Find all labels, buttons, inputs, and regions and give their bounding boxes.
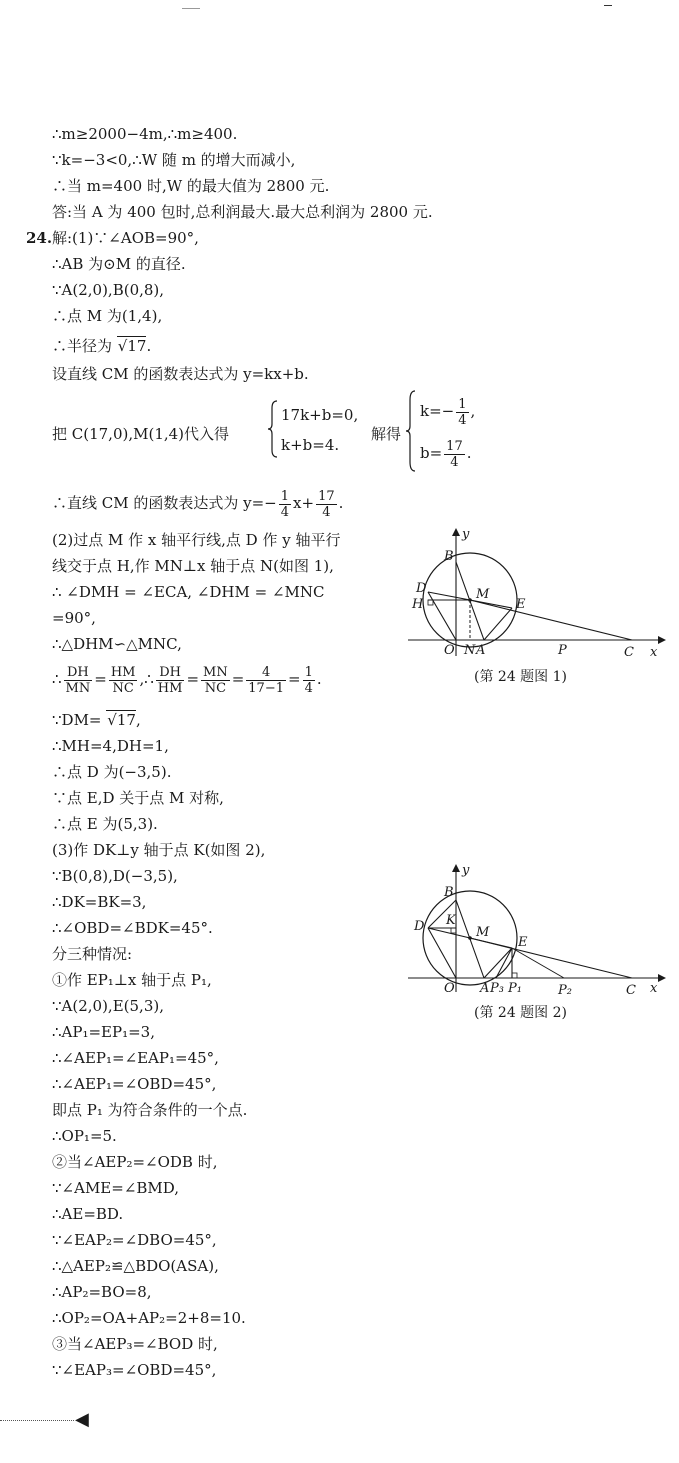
text-line: 解得: [371, 425, 402, 443]
fraction: [246, 665, 286, 696]
text-fragment: b=: [420, 444, 443, 462]
text-line: 答:当 A 为 400 包时,总利润最大.最大总利润为 2800 元.: [52, 203, 433, 221]
numerator: 17: [446, 438, 463, 454]
text-line: ∴∠AEP₁=∠EAP₁=45°,: [52, 1049, 219, 1067]
text-line: ∴m≥2000−4m,∴m≥400.: [52, 125, 238, 143]
right-angle-mark: [451, 928, 456, 933]
denominator: 4: [280, 504, 290, 520]
text-line: 线交于点 H,作 MN⊥x 轴于点 N(如图 1),: [52, 557, 334, 575]
label-x: x: [650, 981, 658, 996]
text-line: =90°,: [52, 609, 96, 627]
segment-do: [428, 928, 456, 978]
text-line: ∴∠OBD=∠BDK=45°.: [52, 919, 213, 937]
text-fragment: ∴直线 CM 的函数表达式为 y=−: [52, 494, 277, 512]
equation-line: b= $\frac{17}{4}$ .: [420, 438, 472, 470]
label-a: A: [480, 981, 490, 996]
y-axis-arrow-icon: [452, 528, 460, 536]
sqrt-value: √17: [107, 711, 136, 729]
fraction: [303, 665, 315, 696]
text-line: 即点 P₁ 为符合条件的一个点.: [52, 1101, 248, 1119]
label-d: D: [414, 919, 425, 934]
text-line: ∴AP₂=BO=8,: [52, 1283, 152, 1301]
label-p2: P₂: [558, 983, 572, 996]
text-line: ∵DM= √17,: [52, 711, 141, 729]
label-p3: P₃: [490, 981, 504, 996]
text-fragment: ∵DM=: [52, 711, 102, 729]
text-line: ∴△DHM∽△MNC,: [52, 635, 182, 653]
point-m: [468, 598, 472, 602]
denominator: HM: [157, 680, 183, 696]
text-line: (2)过点 M 作 x 轴平行线,点 D 作 y 轴平行: [52, 531, 341, 549]
equation-line: k+b=4.: [281, 436, 340, 454]
denominator: 4: [304, 680, 313, 696]
text-line: (3)作 DK⊥y 轴于点 K(如图 2),: [52, 841, 266, 859]
figure-2-caption: (第 24 题图 2): [474, 1005, 567, 1021]
text-line: ∴AB 为⊙M 的直径.: [52, 255, 186, 273]
text-line: ∴OP₁=5.: [52, 1127, 117, 1145]
fraction: [316, 489, 337, 520]
numerator: DH: [156, 665, 185, 681]
denominator: 4: [322, 504, 331, 520]
x-axis-arrow-icon: [658, 974, 666, 982]
label-d: D: [416, 581, 427, 596]
label-m: M: [476, 925, 490, 940]
text-line: ∵k=−3<0,∴W 随 m 的增大而减小,: [52, 151, 296, 169]
label-p: P: [558, 643, 567, 658]
numerator: 1: [458, 396, 467, 412]
sqrt-value: √17: [117, 337, 147, 355]
label-c: C: [626, 983, 636, 996]
label-p1: P₁: [508, 981, 522, 996]
text-fragment: k=−: [420, 402, 455, 420]
text-line: ∵B(0,8),D(−3,5),: [52, 867, 178, 885]
right-angle-mark: [512, 973, 517, 978]
question-number: 24.: [26, 229, 53, 247]
label-k: K: [446, 913, 456, 928]
segment-ea: [484, 608, 512, 640]
left-brace-icon: [406, 390, 416, 472]
numerator: 1: [304, 664, 313, 680]
text-line: 设直线 CM 的函数表达式为 y=kx+b.: [52, 365, 309, 383]
text-line: ∴当 m=400 时,W 的最大值为 2800 元.: [52, 177, 330, 195]
text-line: ∵∠AME=∠BMD,: [52, 1179, 180, 1197]
label-x: x: [650, 645, 658, 660]
text-line: ∴半径为 √17.: [52, 337, 152, 355]
figure-1-diagram: [400, 526, 668, 660]
numerator: 17: [318, 488, 335, 504]
text-line: ①作 EP₁⊥x 轴于点 P₁,: [52, 971, 212, 989]
text-line: 分三种情况:: [52, 945, 133, 963]
text-line: ∴MH=4,DH=1,: [52, 737, 169, 755]
line-cm: [470, 600, 632, 640]
figure-2-diagram: [400, 862, 668, 996]
label-h: H: [412, 597, 424, 612]
left-brace-icon: [268, 400, 278, 458]
text-line: ∵点 E,D 关于点 M 对称,: [52, 789, 224, 807]
text-line: ∵A(2,0),B(0,8),: [52, 281, 165, 299]
right-angle-mark: [428, 600, 433, 605]
segment-ep2: [512, 948, 564, 978]
page-arrow-icon: ◀: [75, 1409, 89, 1430]
equation-line: k=− $\frac{1}{4}$ ,: [420, 396, 476, 428]
numerator: 1: [280, 488, 290, 504]
text-line: ∴AE=BD.: [52, 1205, 124, 1223]
label-e: E: [516, 597, 526, 612]
label-o: O: [444, 981, 455, 996]
text-line: ∵∠EAP₂=∠DBO=45°,: [52, 1231, 217, 1249]
text-line: ∴点 M 为(1,4),: [52, 307, 163, 325]
text-line: 解:(1)∵∠AOB=90°,: [52, 229, 199, 247]
text-fragment: x+: [293, 494, 315, 512]
footer-dotted-rule: [0, 1420, 74, 1421]
label-b: B: [444, 549, 454, 564]
denominator: 17−1: [248, 680, 284, 696]
header-mark: [182, 8, 200, 9]
fraction: [109, 665, 138, 696]
equation-line: 17k+b=0,: [281, 406, 359, 424]
numerator: HM: [110, 664, 136, 680]
fraction: [456, 397, 468, 428]
text-line: ∴ $\frac{DH}{MN}$ = $\frac{HM}{NC}$ ,∴ $\frac{DH}{HM}$ = $\frac{MN}{NC}$ = $\frac{4}{17-1}$ = $\frac{1}{4}$ .: [52, 664, 322, 696]
text-line: ∴点 E 为(5,3).: [52, 815, 158, 833]
text-line: ∴∠AEP₁=∠OBD=45°,: [52, 1075, 217, 1093]
text-line: ∴DK=BK=3,: [52, 893, 147, 911]
segment-do: [428, 592, 456, 640]
label-n: N: [464, 643, 476, 658]
label-o: O: [444, 643, 455, 658]
label-c: C: [624, 645, 634, 660]
denominator: 4: [458, 412, 467, 428]
text-line: 把 C(17,0),M(1,4)代入得: [52, 425, 230, 443]
denominator: NC: [204, 680, 227, 696]
label-m: M: [476, 587, 490, 602]
text-line: ③当∠AEP₃=∠BOD 时,: [52, 1335, 218, 1353]
text-line: ②当∠AEP₂=∠ODB 时,: [52, 1153, 218, 1171]
label-e: E: [518, 935, 528, 950]
denominator: MN: [65, 680, 91, 696]
text-line: ∴△AEP₂≌△BDO(ASA),: [52, 1257, 219, 1275]
fraction: [156, 665, 185, 696]
text-line: ∴ ∠DMH = ∠ECA, ∠DHM = ∠MNC: [52, 583, 325, 601]
denominator: NC: [112, 680, 134, 696]
text-line: ∵A(2,0),E(5,3),: [52, 997, 164, 1015]
text-line: ∴直线 CM 的函数表达式为 y=− $\frac{1}{4}$ x+ $\frac{17}{4}$ .: [52, 488, 344, 520]
text-line: ∴AP₁=EP₁=3,: [52, 1023, 155, 1041]
text-fragment: ∴半径为: [52, 337, 113, 355]
text-line: ∴点 D 为(−3,5).: [52, 763, 172, 781]
denominator: 4: [450, 454, 459, 470]
label-y: y: [462, 863, 470, 878]
fraction: [201, 665, 230, 696]
header-mark-right: [604, 5, 612, 6]
fraction: [444, 439, 465, 470]
text-line: ∵∠EAP₃=∠OBD=45°,: [52, 1361, 217, 1379]
fraction: [64, 665, 93, 696]
x-axis-arrow-icon: [658, 636, 666, 644]
text-line: ∴OP₂=OA+AP₂=2+8=10.: [52, 1309, 246, 1327]
numerator: 4: [246, 665, 286, 681]
fraction: [279, 489, 291, 520]
label-b: B: [444, 885, 454, 900]
label-y: y: [462, 527, 470, 542]
y-axis-arrow-icon: [452, 864, 460, 872]
label-a: A: [476, 643, 486, 658]
numerator: DH: [64, 665, 93, 681]
numerator: MN: [203, 664, 228, 680]
figure-1-caption: (第 24 题图 1): [474, 669, 567, 685]
point-m: [468, 936, 472, 940]
